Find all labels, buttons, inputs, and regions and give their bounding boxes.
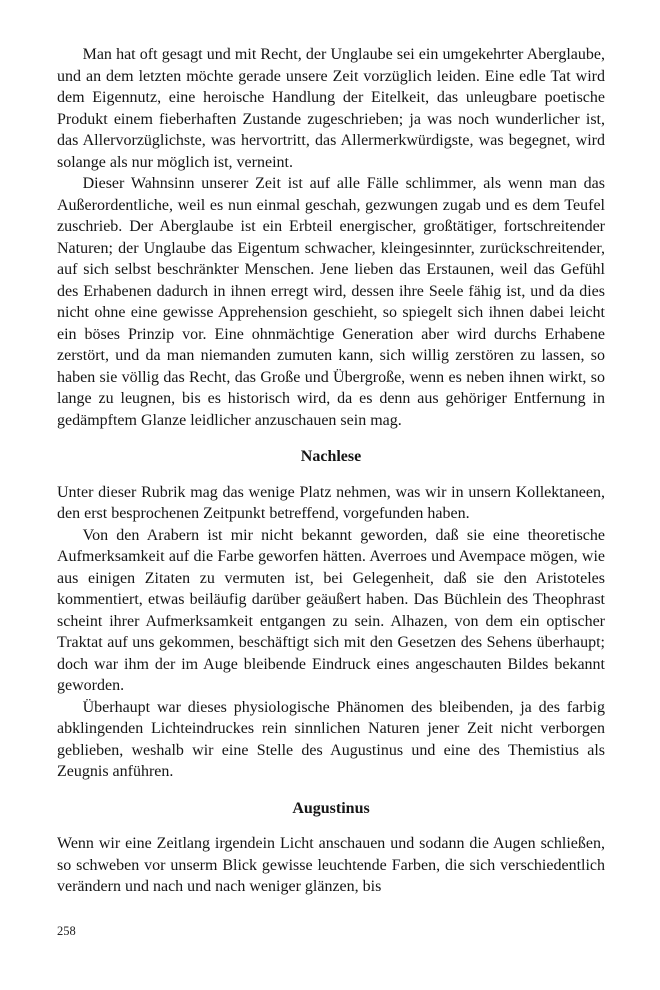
page-number: 258 bbox=[57, 924, 76, 938]
paragraph: Wenn wir eine Zeitlang irgendein Licht anschauen und sodann die Augen schließen, so schweben vor unserm Blick gewisse leuchtende Farben, die sich verschiedentlich verändern und nach und nach weniger glänzen, bis bbox=[57, 835, 605, 895]
section-heading-augustinus: Augustinus bbox=[292, 799, 370, 817]
section-heading-nachlese: Nachlese bbox=[300, 448, 362, 465]
paragraph: Unter dieser Rubrik mag das wenige Platz nehmen, was wir in unsern Kollektaneen, den erst besprochenen Zeitpunkt betreffend, vorgefunden haben. bbox=[57, 483, 605, 522]
paragraph: Von den Arabern ist mir nicht bekannt geworden, daß sie eine theoretische Aufmerksamkeit auf die Farbe geworfen hätten. Averroes und Avempace mögen, wie aus einigen Zitaten zu vermuten ist, bei Gelegenheit, daß sie den Aristoteles kommentiert, etwas beiläufig darüber geäußert haben. Das Büchlein des Theophrast scheint ihrer Aufmerksamkeit entgangen zu sein. Alhazen, von dem ein optischer Traktat auf uns gekommen, beschäftigt sich mit den Gesetzen des Sehens überhaupt; doch war ihm der im Auge bleibende Eindruck eines angeschauten Bildes bekannt geworden. bbox=[57, 526, 605, 694]
text-block bbox=[57, 44, 605, 898]
paragraph: Dieser Wahnsinn unserer Zeit ist auf alle Fälle schlimmer, als wenn man das Außerordentliche, weil es nun einmal geschah, gezwungen zugab und es dem Teufel zuschrieb. Der Aberglaube ist ein Erbteil energischer, großtätiger, fortschreitender Naturen; der Unglaube das Eigentum schwacher, kleingesinnter, zurückschreitender, auf sich selbst beschränkter Menschen. Jene lieben das Erstaunen, weil das Gefühl des Erhabenen dadurch in ihnen erregt wird, dessen ihre Seele fähig ist, und da dies nicht ohne eine gewisse Apprehension geschieht, so spiegelt sich ihnen dabei leicht ein böses Prinzip vor. Eine ohnmächtige Generation aber wird durchs Erhabene zerstört, und da man niemanden zumuten kann, sich willig zerstören zu lassen, so haben sie völlig das Recht, das Große und Übergroße, wenn es neben ihnen wirkt, so lange zu leugnen, bis es historisch wird, da es denn aus gehöriger Entfernung in gedämpftem Glanze leidlicher anzuschauen sein mag. bbox=[57, 175, 605, 429]
paragraph: Man hat oft gesagt und mit Recht, der Unglaube sei ein umgekehrter Aberglaube, und an dem letzten möchte gerade unsere Zeit vorzüglich leiden. Eine edle Tat wird dem Eigennutz, eine heroische Handlung der Eitelkeit, das unleugbare poetische Produkt einem fieberhaften Zustande zugeschrieben; ja was noch wunderlicher ist, das Allervorzüglichste, was hervortritt, das Allermerkwürdigste, was begegnet, wird solange als nur möglich ist, verneint. bbox=[57, 46, 605, 171]
paragraph: Überhaupt war dieses physiologische Phänomen des bleibenden, ja des farbig abklingenden Lichteindruckes rein sinnlichen Naturen jener Zeit nicht verborgen geblieben, weshalb wir eine Stelle des Augustinus und eine des Themistius als Zeugnis anführen. bbox=[57, 698, 605, 780]
